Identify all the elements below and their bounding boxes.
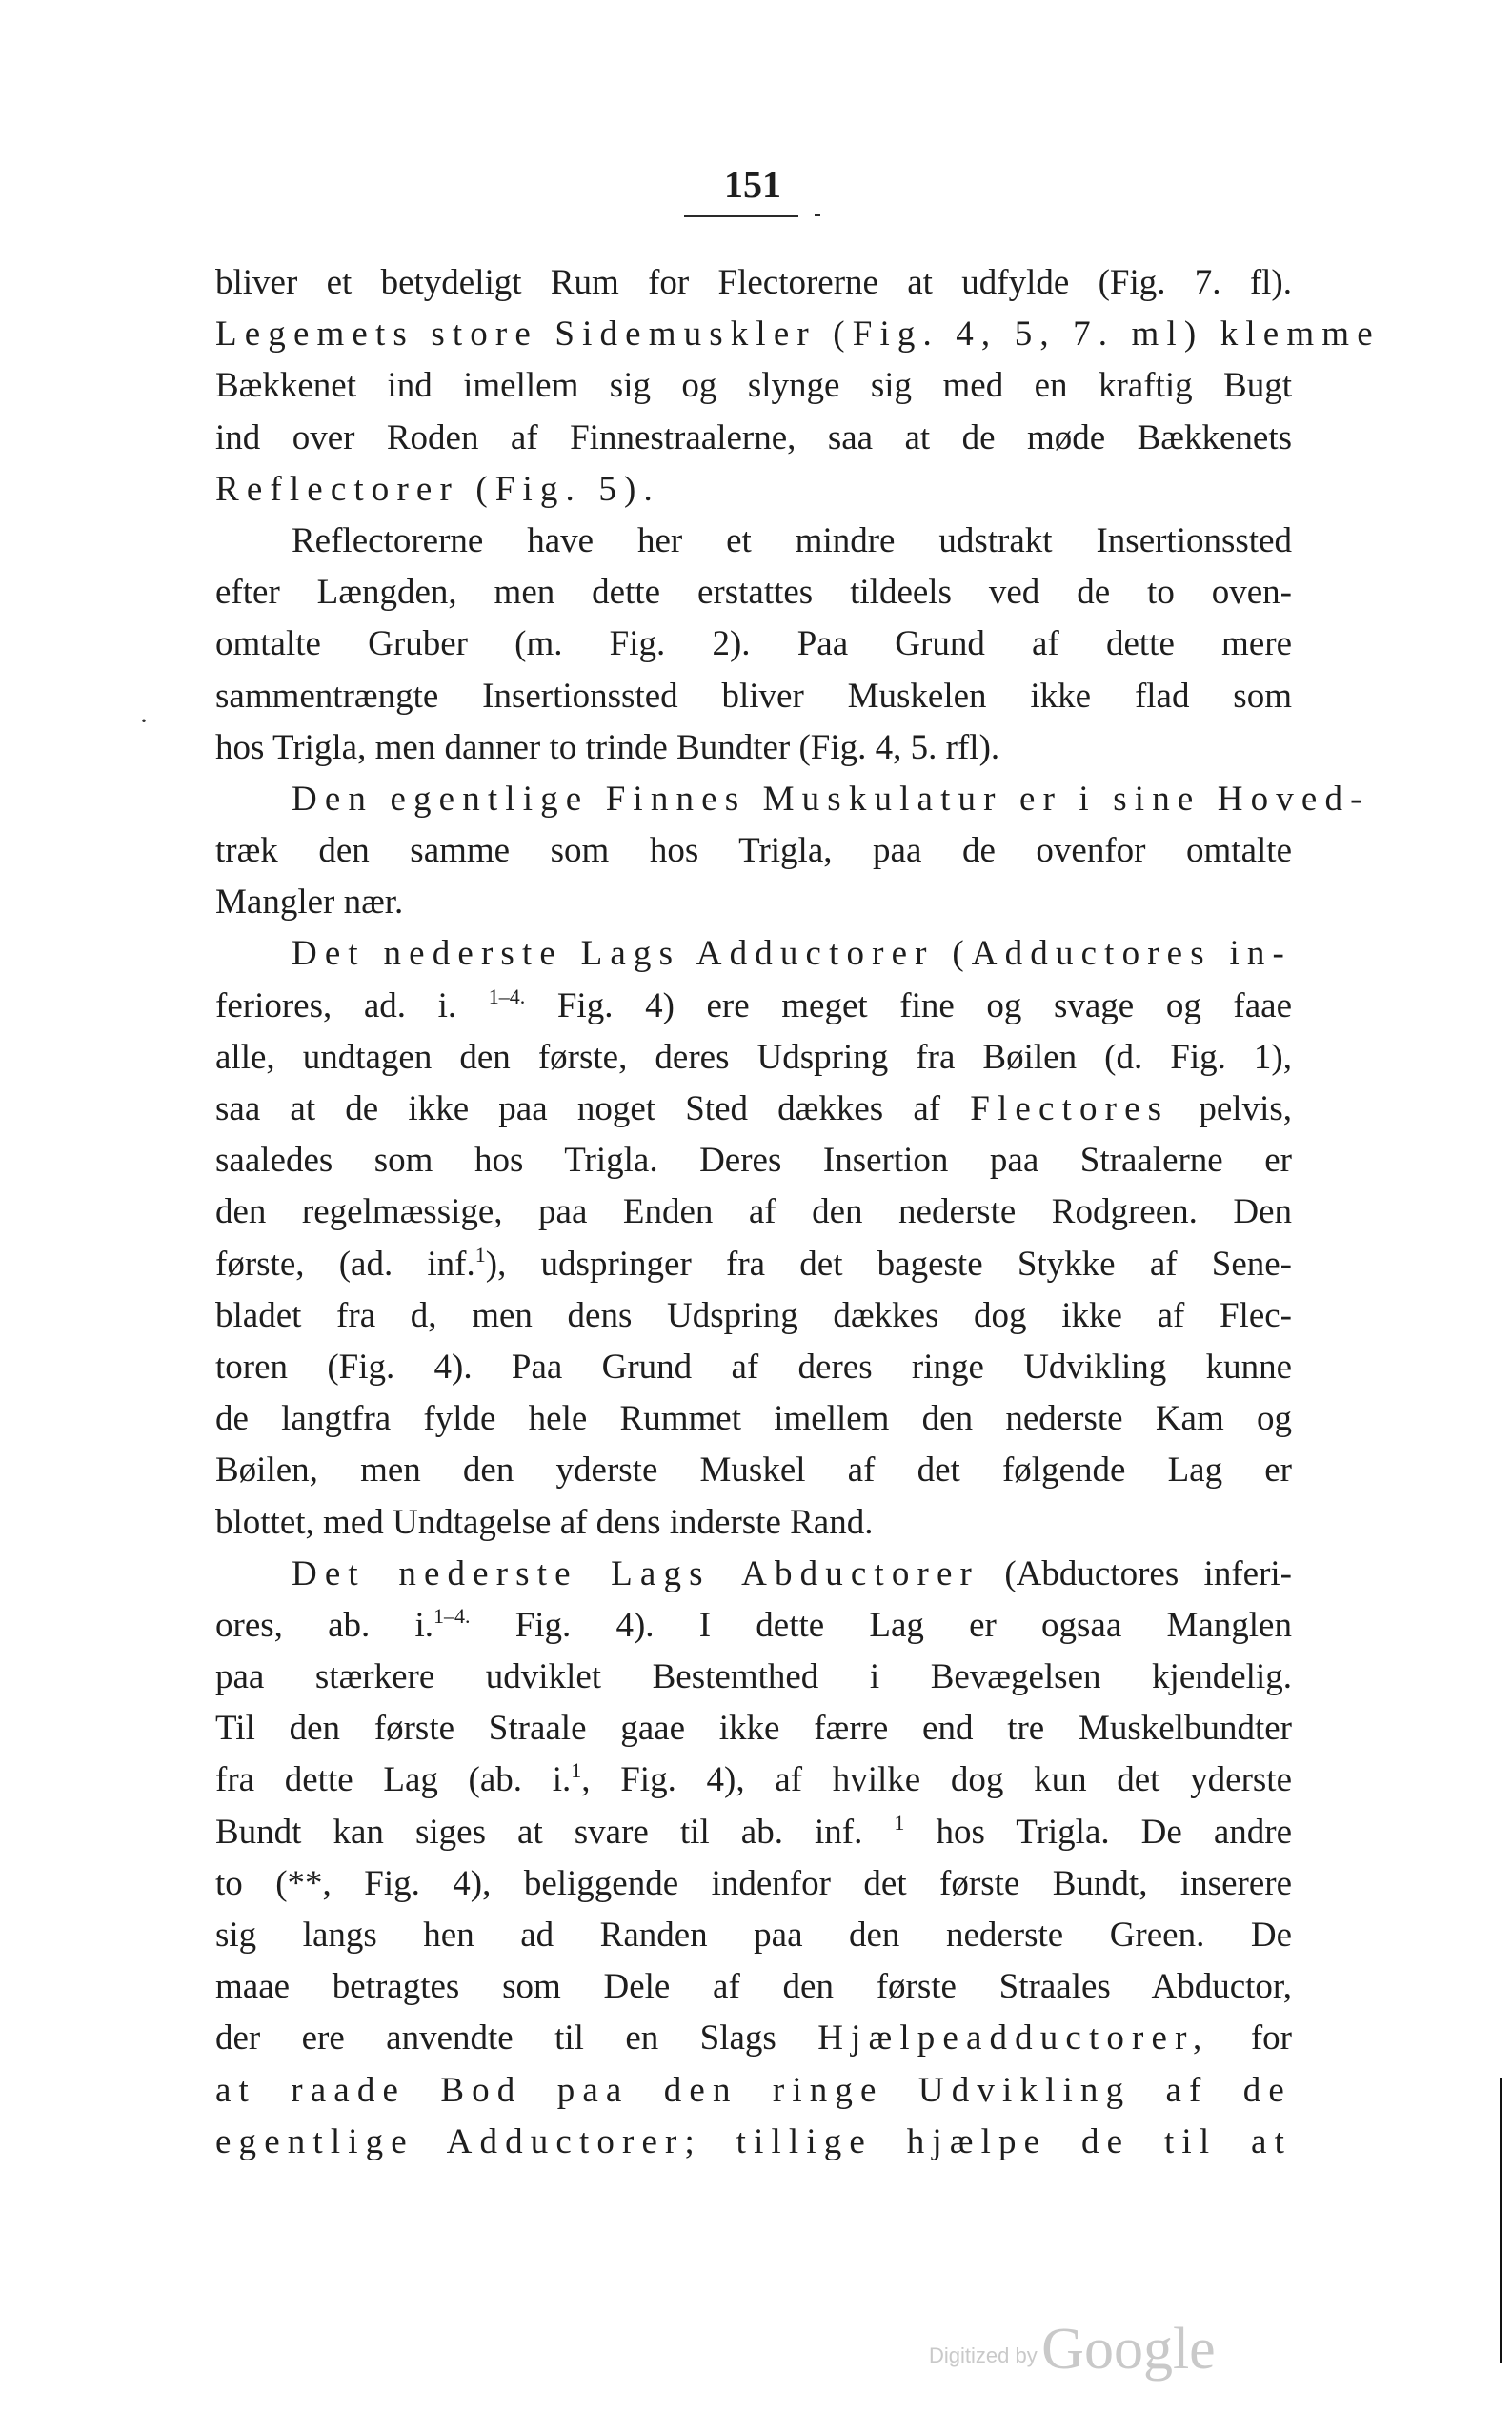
text-line (215, 981, 1292, 1032)
text-line: omtalte Gruber (m. Fig. 2). Paa Grund af dette mere (215, 624, 1292, 664)
watermark-prefix: Digitized by (929, 2343, 1038, 2367)
digitized-watermark (929, 2316, 1216, 2383)
text-segment: Hjælpeadductorer, (817, 2018, 1210, 2059)
text-line: bliver et betydeligt Rum for Flectorerne at udfylde (Fig. 7. fl). (215, 263, 1292, 302)
text-segment: pelvis, (1199, 1089, 1293, 1128)
text-line (215, 1084, 1292, 1135)
text-line (215, 1549, 1292, 1600)
text-line: sammentrængte Insertionssted bliver Muskelen ikke flad som (215, 676, 1292, 716)
superscript: 1 (894, 1810, 905, 1835)
text-segment: feriores, ad. i. (215, 985, 457, 1025)
text-line: Reflectorer (Fig. 5). (215, 469, 660, 509)
text-line: Reflectorerne have her et mindre udstrakt Insertionssted (292, 520, 1292, 560)
google-logo: Google (1041, 2317, 1216, 2382)
text-line: Mangler nær. (215, 882, 404, 923)
text-line: Den egentlige Finnes Muskulatur er i sine Hoved- (292, 779, 1370, 819)
text-segment: Bundt kan siges at svare til ab. inf. (215, 1812, 863, 1852)
text-segment: Fig. 4) ere meget fine og svage og faae (556, 985, 1293, 1025)
text-segment: fra dette Lag (ab. i. (215, 1760, 572, 1800)
text-line: Legemets store Sidemuskler (Fig. 4, 5, 7. ml) klemme (215, 314, 1381, 355)
superscript: 1 (571, 1758, 582, 1783)
text-line: hos Trigla, men danner to trinde Bundter (Fig. 4, 5. rfl). (215, 727, 1000, 767)
text-line: ind over Roden af Finnestraalerne, saa at de møde Bækkenets (215, 417, 1292, 457)
text-line: egentlige Adductorer; tillige hjælpe de til at (215, 2121, 1292, 2161)
superscript: 1 (474, 1242, 486, 1267)
text-line (215, 2013, 1292, 2064)
text-segment: Fig. 4). I dette Lag er ogsaa Manglen (514, 1605, 1292, 1645)
text-line (215, 1600, 1292, 1652)
margin-dot: · (139, 705, 149, 737)
page-number-rule (684, 215, 798, 217)
text-line: at raade Bod paa den ringe Udvikling af de (215, 2070, 1292, 2110)
text-line (215, 1239, 1292, 1290)
scan-edge-mark (1500, 2078, 1502, 2363)
text-line: paa stærkere udviklet Bestemthed i Bevægelsen kjendelig. (215, 1657, 1292, 1697)
text-line: alle, undtagen den første, deres Udspring fra Bøilen (d. Fig. 1), (215, 1037, 1292, 1077)
text-line: træk den samme som hos Trigla, paa de ovenfor omtalte (215, 831, 1292, 871)
page-number: 151 (724, 163, 781, 206)
text-line: Bøilen, men den yderste Muskel af det følgende Lag er (215, 1450, 1292, 1491)
text-segment: hos Trigla. De andre (936, 1812, 1293, 1852)
page-number-rule-dot (815, 214, 820, 216)
text-segment: Flectores (970, 1089, 1170, 1128)
text-line: toren (Fig. 4). Paa Grund af deres ringe Udvikling kunne (215, 1347, 1292, 1387)
text-line: sig langs hen ad Randen paa den nederste Green. De (215, 1916, 1292, 1955)
text-line: bladet fra d, men dens Udspring dækkes dog ikke af Flec- (215, 1295, 1292, 1335)
text-line: de langtfra fylde hele Rummet imellem den nederste Kam og (215, 1399, 1292, 1439)
superscript: 1–4. (433, 1603, 471, 1628)
text-line: Bækkenet ind imellem sig og slynge sig med en kraftig Bugt (215, 366, 1292, 406)
text-segment: Det nederste Lags Abductorer (292, 1553, 979, 1593)
text-line: saaledes som hos Trigla. Deres Insertion paa Straalerne er (215, 1141, 1292, 1181)
text-line: Til den første Straale gaae ikke færre end tre Muskelbundter (215, 1709, 1292, 1749)
text-line: to (**, Fig. 4), beliggende indenfor det første Bundt, inserere (215, 1863, 1292, 1903)
text-line: den regelmæssige, paa Enden af den nederste Rodgreen. Den (215, 1192, 1292, 1232)
text-segment: (Abductores inferi- (1004, 1553, 1292, 1593)
body-text (215, 257, 1381, 2168)
text-line: Det nederste Lags Adductorer (Adductores in- (292, 934, 1292, 974)
text-line: efter Længden, men dette erstattes tildeels ved de to oven- (215, 573, 1292, 613)
text-line (215, 1755, 1292, 1806)
text-segment: , Fig. 4), af hvilke dog kun det yderste (581, 1760, 1292, 1800)
text-segment: for (1250, 2018, 1292, 2059)
text-line: blottet, med Undtagelse af dens inderste Rand. (215, 1502, 874, 1542)
text-segment: første, (ad. inf. (215, 1244, 475, 1284)
superscript: 1–4. (488, 984, 526, 1008)
text-segment: ores, ab. i. (215, 1605, 433, 1645)
text-segment: ), udspringer fra det bageste Stykke af Sene- (485, 1244, 1293, 1284)
text-line (215, 1807, 1292, 1858)
text-line: maae betragtes som Dele af den første Straales Abductor, (215, 1967, 1292, 2007)
text-segment: saa at de ikke paa noget Sted dækkes af (215, 1089, 941, 1128)
text-segment: der ere anvendte til en Slags (215, 2018, 776, 2059)
